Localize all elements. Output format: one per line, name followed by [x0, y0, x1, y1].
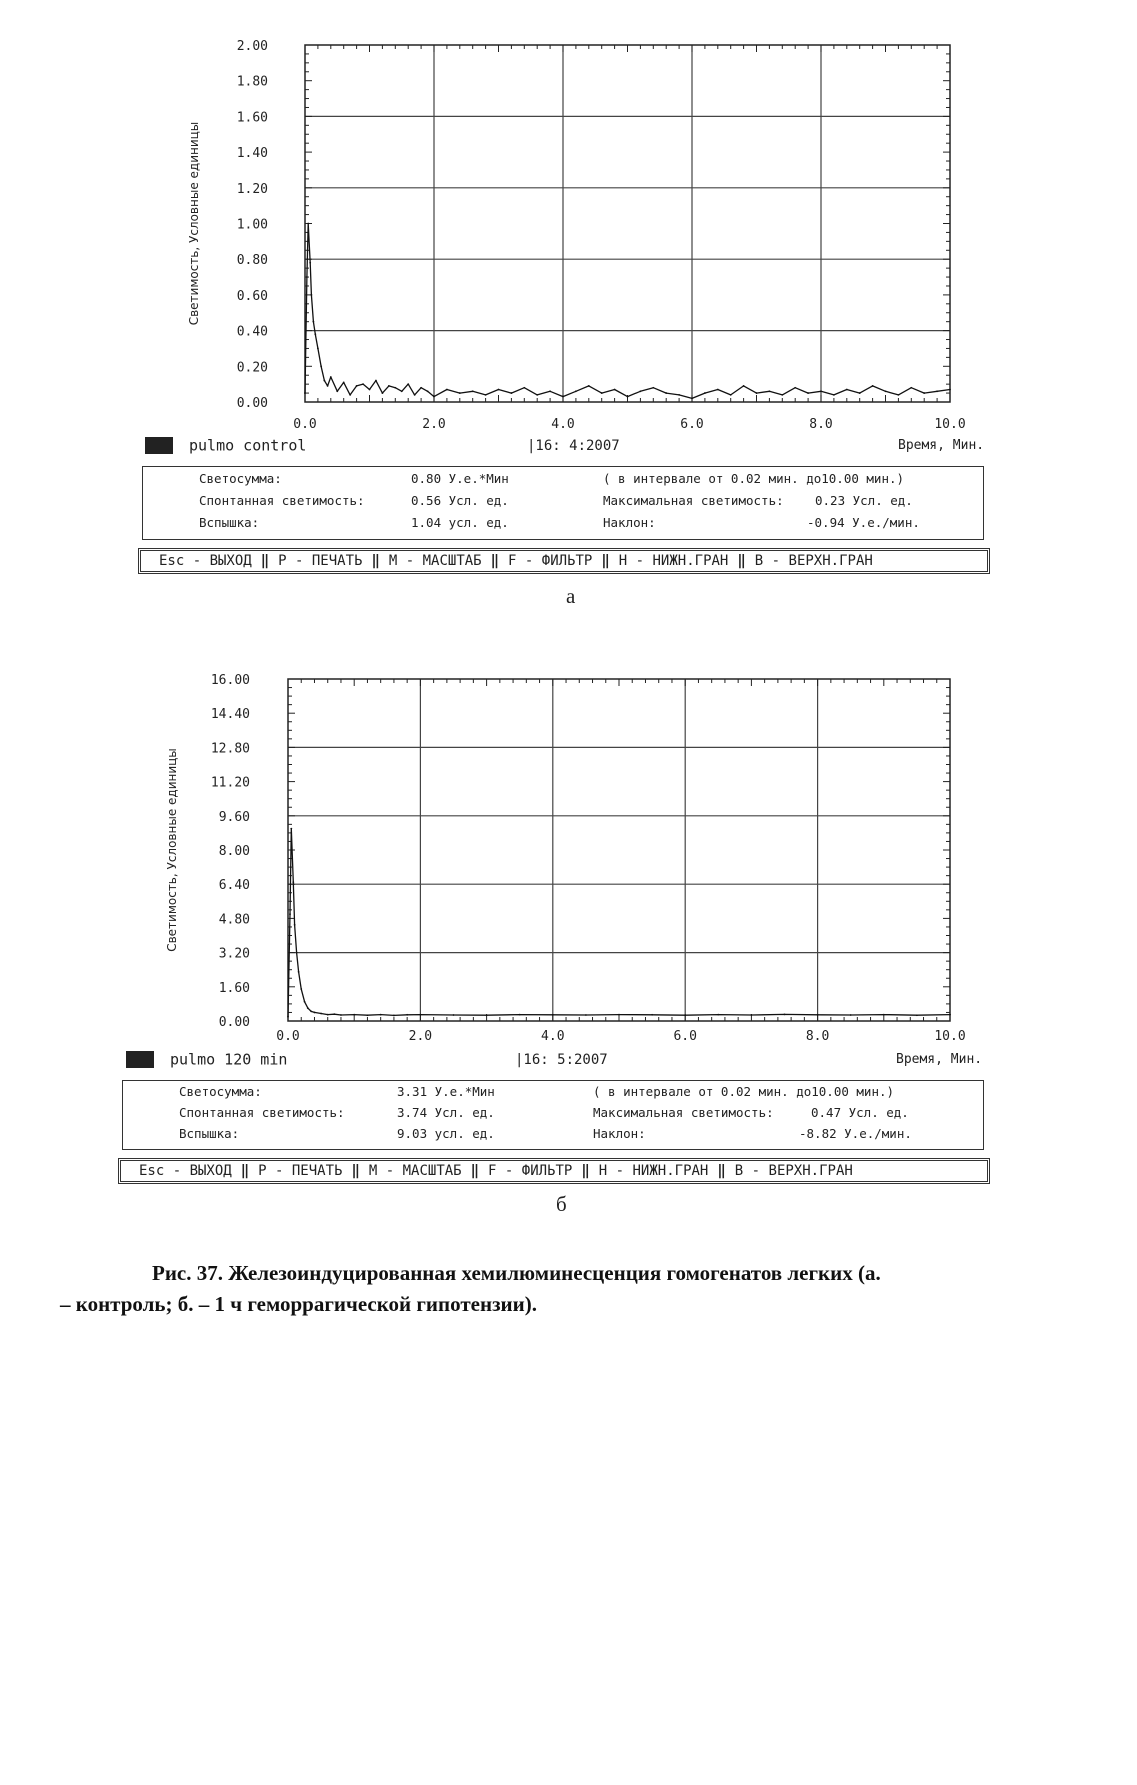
data-point [784, 1013, 786, 1015]
data-point [287, 1016, 289, 1018]
data-point [640, 390, 642, 392]
data-point [756, 392, 758, 394]
y-tick-label: 9.60 [218, 809, 250, 825]
data-point [309, 262, 311, 264]
data-point [916, 1014, 918, 1016]
timestamp: |16: 5:2007 [515, 1052, 608, 1068]
x-tick-label: 0.0 [276, 1029, 300, 1044]
plot-frame [288, 679, 950, 1021]
data-point [420, 1014, 422, 1016]
y-tick-label: 3.20 [218, 946, 250, 962]
data-point [549, 390, 551, 392]
info-right-label: Наклон: [593, 1126, 646, 1141]
data-point [311, 294, 313, 296]
data-point [807, 392, 809, 394]
info-value: 0.80 У.е.*Мин [411, 471, 509, 486]
data-point [794, 387, 796, 389]
data-point [336, 390, 338, 392]
menu-print[interactable]: P - ПЕЧАТЬ [258, 1163, 343, 1179]
x-tick-label: 6.0 [680, 417, 704, 432]
series-line [305, 224, 950, 399]
data-point [312, 321, 314, 323]
data-point [353, 1014, 355, 1016]
data-point [453, 1014, 455, 1016]
data-point [367, 1014, 369, 1016]
data-point [304, 392, 306, 394]
data-point [294, 924, 296, 926]
info-value: 1.04 усл. ед. [411, 515, 509, 530]
info-value: 3.74 Усл. ед. [397, 1105, 495, 1120]
data-point [307, 1007, 309, 1009]
data-point [678, 394, 680, 396]
data-point [704, 392, 706, 394]
legend [145, 436, 306, 455]
menu-bar: Esc - ВЫХОД ‖ P - ПЕЧАТЬ ‖ M - МАСШТАБ ‖ F - ФИЛЬТР ‖ H - НИЖН.ГРАН ‖ B - ВЕРХН.ГРАН [118, 1158, 990, 1184]
data-point [872, 385, 874, 387]
data-point [923, 392, 925, 394]
x-tick-label: 2.0 [408, 1029, 433, 1044]
info-right-label: Максимальная светимость: [593, 1105, 774, 1120]
legend [126, 1050, 287, 1069]
data-point [330, 376, 332, 378]
y-tick-label: 1.40 [236, 146, 268, 162]
y-tick-label: 11.20 [210, 775, 250, 791]
x-tick-label: 8.0 [805, 1029, 830, 1044]
menu-scale[interactable]: M - МАСШТАБ [368, 1163, 462, 1179]
menu-upper-bound[interactable]: B - ВЕРХН.ГРАН [754, 553, 873, 569]
data-point [536, 394, 538, 396]
data-point [472, 390, 474, 392]
menu-bar: Esc - ВЫХОД ‖ P - ПЕЧАТЬ ‖ M - МАСШТАБ ‖ F - ФИЛЬТР ‖ H - НИЖН.ГРАН ‖ B - ВЕРХН.ГРАН [138, 548, 990, 574]
x-axis-unit: Время, Мин. [898, 438, 985, 453]
info-label: Спонтанная светимость: [199, 493, 365, 508]
data-point [433, 396, 435, 398]
menu-exit[interactable]: Esc - ВЫХОД [159, 553, 252, 569]
data-point [910, 387, 912, 389]
data-point [850, 1014, 852, 1016]
data-point [859, 392, 861, 394]
y-tick-label: 16.00 [210, 673, 250, 688]
y-tick-label: 0.20 [236, 360, 268, 376]
info-right-label: ( в интервале от 0.02 мин. до10.00 мин.) [593, 1084, 895, 1099]
info-right-label: Наклон: [603, 515, 656, 530]
data-point [618, 1014, 620, 1016]
data-point [511, 392, 513, 394]
data-point [427, 390, 429, 392]
data-point [362, 383, 364, 385]
info-right-value: -8.82 У.е./мин. [799, 1126, 912, 1141]
info-value: 3.31 У.е.*Мин [397, 1084, 495, 1099]
y-tick-label: 1.60 [218, 980, 250, 996]
caption-line-2: – контроль; б. – 1 ч геморрагической гипотензии). [60, 1292, 537, 1316]
data-point [406, 1014, 408, 1016]
y-tick-label: 1.60 [236, 110, 268, 126]
menu-print[interactable]: P - ПЕЧАТЬ [278, 553, 363, 569]
y-axis-label: Светимость, Условные единицы [187, 121, 201, 326]
chart-panel-b [0, 640, 1137, 1230]
info-box [142, 466, 984, 540]
data-point [523, 387, 525, 389]
menu-scale[interactable]: M - МАСШТАБ [388, 553, 482, 569]
data-point [420, 387, 422, 389]
data-point [485, 394, 487, 396]
menu-lower-bound[interactable]: H - НИЖН.ГРАН [618, 553, 729, 569]
data-point [898, 394, 900, 396]
data-point [304, 1001, 306, 1003]
data-point [380, 1014, 382, 1016]
data-point [614, 389, 616, 391]
chart-panel-a [0, 0, 1137, 620]
data-point [949, 389, 951, 391]
y-tick-label: 1.20 [236, 181, 268, 197]
data-point [575, 390, 577, 392]
data-point [306, 276, 308, 278]
data-point [317, 348, 319, 350]
menu-upper-bound[interactable]: B - ВЕРХН.ГРАН [734, 1163, 853, 1179]
data-point [369, 389, 371, 391]
data-point [833, 394, 835, 396]
info-right-value: 0.23 Усл. ед. [815, 493, 913, 508]
y-tick-label: 0.00 [236, 396, 268, 411]
data-point [498, 389, 500, 391]
panel-sublabel: а [566, 584, 576, 608]
x-tick-label: 2.0 [422, 417, 446, 432]
y-tick-label: 8.00 [218, 844, 250, 859]
menu-filter[interactable]: F - ФИЛЬТР [488, 1163, 573, 1179]
y-tick-label: 0.00 [218, 1015, 250, 1030]
legend-label: pulmo control [189, 436, 307, 455]
x-tick-label: 4.0 [541, 1029, 565, 1044]
y-tick-label: 2.00 [236, 39, 268, 54]
data-point [356, 385, 358, 387]
y-tick-label: 1.80 [236, 74, 268, 90]
data-point [730, 394, 732, 396]
legend-label: pulmo 120 min [170, 1050, 288, 1069]
figure-caption [60, 1258, 1080, 1320]
y-tick-label: 4.80 [218, 912, 250, 928]
data-point [665, 392, 667, 394]
series-line [288, 829, 950, 1017]
menu-exit[interactable]: Esc - ВЫХОД [139, 1163, 232, 1179]
data-point [310, 1010, 312, 1012]
data-point [407, 383, 409, 385]
data-point [846, 389, 848, 391]
data-point [820, 390, 822, 392]
data-point [519, 1014, 521, 1016]
data-point [446, 389, 448, 391]
legend-swatch [145, 437, 173, 454]
data-point [327, 1014, 329, 1016]
info-label: Светосумма: [199, 471, 282, 486]
info-label: Спонтанная светимость: [179, 1105, 345, 1120]
data-point [885, 390, 887, 392]
data-point [382, 392, 384, 394]
data-point [320, 1013, 322, 1015]
data-point [290, 828, 292, 830]
info-right-label: Максимальная светимость: [603, 493, 784, 508]
data-point [585, 1014, 587, 1016]
x-tick-label: 6.0 [673, 1029, 697, 1044]
legend-swatch [126, 1051, 154, 1068]
info-box [122, 1080, 984, 1150]
y-axis-label: Светимость, Условные единицы [165, 748, 179, 952]
data-point [936, 390, 938, 392]
data-point [769, 390, 771, 392]
menu-filter[interactable]: F - ФИЛЬТР [508, 553, 593, 569]
data-point [949, 1014, 951, 1016]
info-right-value: -0.94 У.е./мин. [807, 515, 920, 530]
y-tick-label: 6.40 [218, 878, 250, 894]
data-point [627, 396, 629, 398]
data-point [289, 913, 291, 915]
data-point [323, 380, 325, 382]
data-point [717, 389, 719, 391]
timestamp: |16: 4:2007 [527, 438, 620, 454]
x-axis-unit: Время, Мин. [896, 1052, 983, 1067]
menu-lower-bound[interactable]: H - НИЖН.ГРАН [598, 1163, 709, 1179]
data-point [292, 881, 294, 883]
x-tick-label: 0.0 [293, 417, 317, 432]
data-point [314, 1012, 316, 1014]
data-point [588, 385, 590, 387]
data-point [388, 385, 390, 387]
data-point [652, 387, 654, 389]
info-label: Вспышка: [199, 515, 260, 530]
y-tick-label: 12.80 [210, 741, 250, 757]
data-point [486, 1014, 488, 1016]
data-point [751, 1014, 753, 1016]
x-tick-label: 10.0 [934, 417, 966, 432]
data-point [601, 392, 603, 394]
data-point [684, 1014, 686, 1016]
data-point [320, 365, 322, 367]
info-label: Светосумма: [179, 1084, 262, 1099]
info-value: 9.03 усл. ед. [397, 1126, 495, 1141]
data-point [414, 394, 416, 396]
data-point [883, 1014, 885, 1016]
data-point [743, 385, 745, 387]
data-point [691, 398, 693, 400]
x-tick-label: 8.0 [809, 417, 833, 432]
data-point [393, 1015, 395, 1017]
x-tick-label: 4.0 [551, 417, 575, 432]
y-tick-label: 0.60 [236, 288, 268, 304]
y-tick-label: 1.00 [236, 217, 268, 233]
data-point [459, 392, 461, 394]
data-point [343, 381, 345, 383]
info-label: Вспышка: [179, 1126, 240, 1141]
data-point [314, 333, 316, 335]
info-right-label: ( в интервале от 0.02 мин. до10.00 мин.) [603, 471, 905, 486]
y-tick-label: 0.80 [236, 253, 268, 269]
panel-sublabel: б [556, 1192, 567, 1216]
data-point [562, 396, 564, 398]
data-point [817, 1014, 819, 1016]
data-point [333, 1013, 335, 1015]
data-point [298, 971, 300, 973]
caption-line-1: Рис. 37. Железоиндуцированная хемилюминесценция гомогенатов легких (а. [152, 1261, 881, 1285]
info-value: 0.56 Усл. ед. [411, 493, 509, 508]
data-point [401, 390, 403, 392]
data-point [394, 387, 396, 389]
data-point [349, 394, 351, 396]
info-right-value: 0.47 Усл. ед. [811, 1105, 909, 1120]
data-point [781, 394, 783, 396]
data-point [296, 952, 298, 954]
data-point [717, 1014, 719, 1016]
data-point [375, 380, 377, 382]
data-point [340, 1014, 342, 1016]
y-tick-label: 14.40 [210, 707, 250, 723]
data-point [552, 1014, 554, 1016]
plot-frame [305, 45, 950, 402]
data-point [300, 988, 302, 990]
y-tick-label: 0.40 [236, 324, 268, 340]
data-point [307, 223, 309, 225]
data-point [327, 385, 329, 387]
x-tick-label: 10.0 [934, 1029, 966, 1044]
data-point [651, 1014, 653, 1016]
